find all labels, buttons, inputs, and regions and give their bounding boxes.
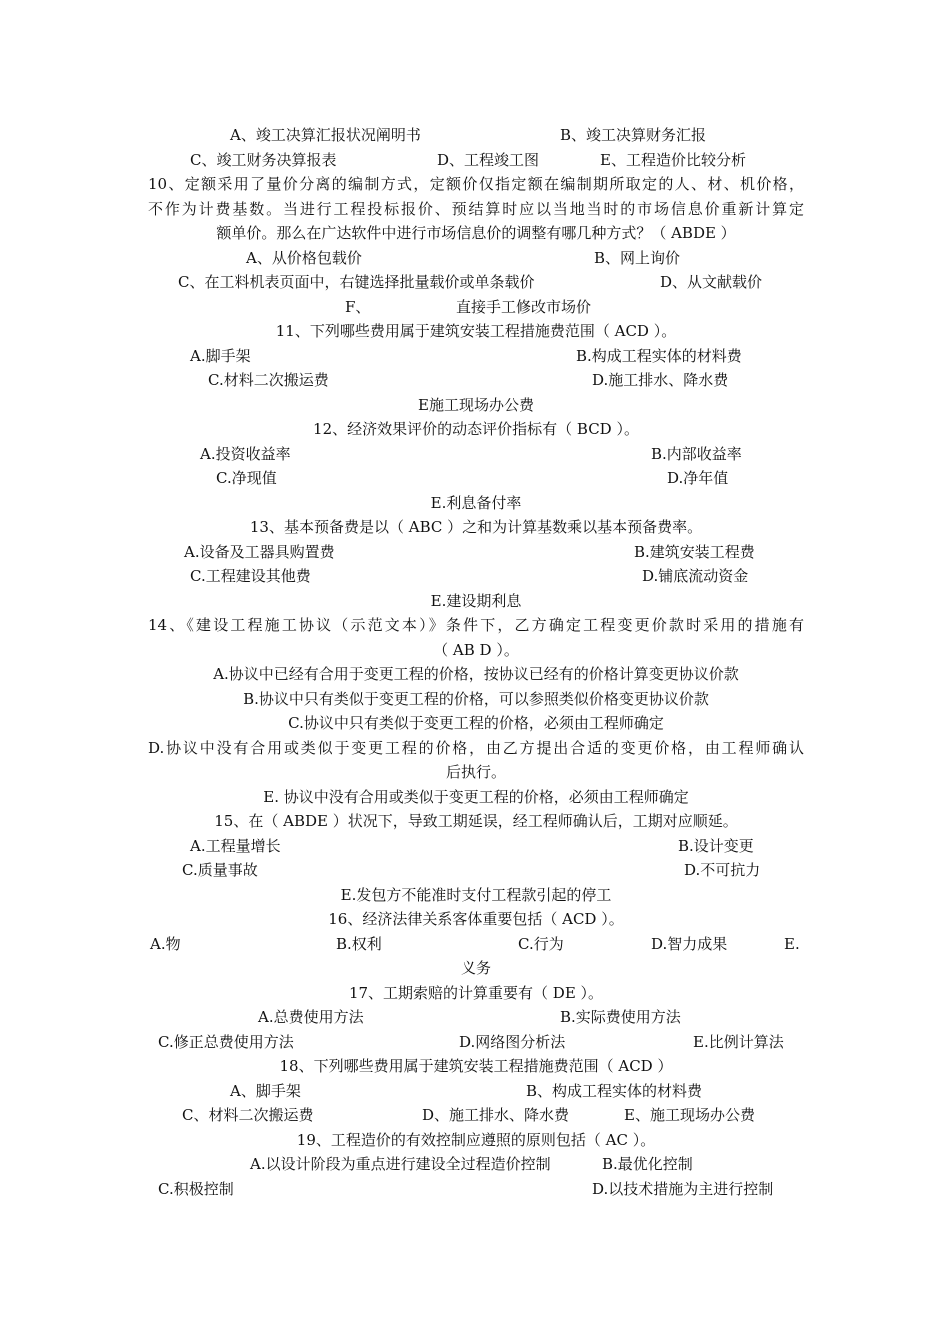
question-text: 15、在（ ABDE ）状况下，导致工期延误，经工程师确认后，工期对应顺延。 bbox=[214, 812, 738, 830]
option-d: D.协议中没有合用或类似于变更工程的价格，由乙方提出合适的变更价格，由工程师确认 bbox=[148, 738, 804, 757]
question-15-options-ab bbox=[148, 834, 804, 859]
option-a: A.协议中已经有合用于变更工程的价格，按协议已经有的价格计算变更协议价款 bbox=[213, 665, 739, 683]
option-a: A、竣工决算汇报状况阐明书 bbox=[230, 126, 421, 144]
question-12-option-e bbox=[148, 491, 804, 516]
question-12-options-cd bbox=[148, 466, 804, 491]
question-text: 11、下列哪些费用属于建筑安装工程措施费范围（ ACD ）。 bbox=[275, 322, 677, 340]
option-b: B、竣工决算财务汇报 bbox=[560, 126, 707, 144]
question-12 bbox=[148, 417, 804, 442]
option-d: D、工程竣工图 bbox=[437, 150, 540, 169]
option-b: B.内部收益率 bbox=[651, 444, 742, 463]
option-d: D.网络图分析法 bbox=[459, 1032, 566, 1051]
option-e: E、施工现场办公费 bbox=[624, 1106, 755, 1124]
option-d-continued: 后执行。 bbox=[445, 763, 506, 781]
question-16-option-e-text bbox=[148, 956, 804, 981]
option-d: D.施工排水、降水费 bbox=[592, 371, 729, 389]
question-11-option-e bbox=[148, 393, 804, 418]
question-text: 16、经济法律关系客体重要包括（ ACD ）。 bbox=[328, 910, 624, 928]
option-e: E.利息备付率 bbox=[430, 493, 522, 512]
question-14-option-e bbox=[148, 785, 804, 810]
question-19-options-ab bbox=[148, 1152, 804, 1177]
question-11-options-ab bbox=[148, 344, 804, 369]
option-d: D.不可抗力 bbox=[684, 861, 761, 879]
question-text: （ AB D ）。 bbox=[433, 640, 519, 659]
question-10-line-1 bbox=[148, 172, 804, 197]
question-18-options-ab bbox=[148, 1079, 804, 1104]
option-c: C、材料二次搬运费 bbox=[182, 1106, 314, 1124]
question-19 bbox=[148, 1128, 804, 1153]
question-text: 12、经济效果评价的动态评价指标有（ BCD ）。 bbox=[313, 420, 639, 438]
option-b: B、网上询价 bbox=[594, 248, 681, 267]
option-c: C.行为 bbox=[518, 934, 564, 953]
question-16 bbox=[148, 907, 804, 932]
option-b: B.实际费使用方法 bbox=[560, 1008, 681, 1026]
option-b: B、构成工程实体的材料费 bbox=[526, 1081, 703, 1100]
question-14-option-a bbox=[148, 662, 804, 687]
question-text: 不作为计费基数。当进行工程投标报价、预结算时应以当地当时的市场信息价重新计算定 bbox=[148, 199, 804, 218]
option-a: A.物 bbox=[150, 934, 181, 953]
question-text: 10、定额采用了量价分离的编制方式，定额价仅指定额在编制期所取定的人、材、机价格， bbox=[148, 175, 804, 193]
option-e: E. 协议中没有合用或类似于变更工程的价格，必须由工程师确定 bbox=[263, 787, 689, 806]
option-a: A.工程量增长 bbox=[190, 836, 281, 855]
option-d: D.以技术措施为主进行控制 bbox=[592, 1179, 774, 1198]
question-11 bbox=[148, 319, 804, 344]
option-e-label: E. bbox=[784, 934, 800, 953]
question-15 bbox=[148, 809, 804, 834]
option-f-text: 直接手工修改市场价 bbox=[456, 297, 592, 316]
question-14-option-b bbox=[148, 687, 804, 712]
option-a: A、从价格包载价 bbox=[246, 248, 362, 267]
option-e: E.建设期利息 bbox=[430, 591, 522, 610]
question-text: 14、《建设工程施工协议（示范文本）》条件下，乙方确定工程变更价款时采用的措施有 bbox=[148, 616, 804, 634]
option-a: A.设备及工器具购置费 bbox=[184, 542, 335, 561]
question-13 bbox=[148, 515, 804, 540]
line-9-options-ab bbox=[148, 123, 804, 148]
question-14-option-c bbox=[148, 711, 804, 736]
option-a: A.投资收益率 bbox=[200, 444, 291, 463]
question-text: 13、基本预备费是以（ ABC ）之和为计算基数乘以基本预备费率。 bbox=[249, 518, 703, 536]
option-c: C.积极控制 bbox=[158, 1179, 234, 1198]
question-text: 17、工期索赔的计算重要有（ DE ）。 bbox=[348, 983, 604, 1002]
question-17-options-ab bbox=[148, 1005, 804, 1030]
option-c: C、在工料机表页面中，右键选择批量载价或单条载价 bbox=[178, 273, 535, 291]
option-b: B.建筑安装工程费 bbox=[634, 542, 755, 561]
question-text: 额单价。那么在广达软件中进行市场信息价的调整有哪几种方式？（ ABDE ） bbox=[216, 224, 736, 242]
option-b: B.权利 bbox=[336, 934, 382, 953]
question-15-option-e bbox=[148, 883, 804, 908]
question-14-option-d-line-1 bbox=[148, 736, 804, 761]
question-10-options-ab bbox=[148, 246, 804, 271]
question-10-line-3 bbox=[148, 221, 804, 246]
option-a: A.以设计阶段为重点进行建设全过程造价控制 bbox=[250, 1155, 551, 1173]
question-11-options-cd bbox=[148, 368, 804, 393]
option-e: E施工现场办公费 bbox=[418, 395, 534, 414]
option-c: C.净现值 bbox=[216, 469, 277, 487]
option-f-label: F、 bbox=[345, 297, 371, 316]
option-e: E.比例计算法 bbox=[693, 1032, 784, 1051]
question-12-options-ab bbox=[148, 442, 804, 467]
option-a: A.总费使用方法 bbox=[258, 1008, 364, 1026]
question-18-options-cde bbox=[148, 1103, 804, 1128]
question-17 bbox=[148, 981, 804, 1006]
option-b: B.协议中只有类似于变更工程的价格，可以参照类似价格变更协议价款 bbox=[243, 689, 709, 708]
option-a: A.脚手架 bbox=[190, 346, 251, 365]
question-13-option-e bbox=[148, 589, 804, 614]
option-d: D.智力成果 bbox=[651, 934, 728, 953]
line-9-options-cde bbox=[148, 148, 804, 173]
question-13-options-ab bbox=[148, 540, 804, 565]
option-d: D、施工排水、降水费 bbox=[422, 1106, 570, 1124]
option-e: E.发包方不能准时支付工程款引起的停工 bbox=[340, 885, 612, 904]
option-c: C、竣工财务决算报表 bbox=[190, 150, 337, 169]
question-18 bbox=[148, 1054, 804, 1079]
question-19-options-cd bbox=[148, 1177, 804, 1202]
option-b: B.构成工程实体的材料费 bbox=[576, 346, 742, 365]
option-d: D.净年值 bbox=[667, 469, 729, 487]
question-14-line-1 bbox=[148, 613, 804, 638]
option-e: E、工程造价比较分析 bbox=[600, 150, 746, 169]
option-c: C.质量事故 bbox=[182, 861, 258, 879]
option-c: C.协议中只有类似于变更工程的价格，必须由工程师确定 bbox=[288, 714, 664, 732]
question-15-options-cd bbox=[148, 858, 804, 883]
option-d: D、从文献载价 bbox=[660, 273, 763, 291]
option-b: B.设计变更 bbox=[678, 836, 754, 855]
option-c: C.工程建设其他费 bbox=[190, 567, 311, 585]
question-14-option-d-line-2 bbox=[148, 760, 804, 785]
option-c: C.材料二次搬运费 bbox=[208, 371, 329, 389]
question-text: 18、下列哪些费用属于建筑安装工程措施费范围（ ACD ） bbox=[279, 1057, 673, 1075]
question-16-options bbox=[148, 932, 804, 957]
question-17-options-cde bbox=[148, 1030, 804, 1055]
question-14-line-2 bbox=[148, 638, 804, 663]
question-10-options-cd bbox=[148, 270, 804, 295]
option-b: B.最优化控制 bbox=[602, 1155, 693, 1173]
question-10-line-2 bbox=[148, 197, 804, 222]
option-d: D.铺底流动资金 bbox=[642, 567, 749, 585]
option-c: C.修正总费使用方法 bbox=[158, 1032, 294, 1051]
question-10-option-f bbox=[148, 295, 804, 320]
option-a: A、脚手架 bbox=[230, 1081, 301, 1100]
question-text: 19、工程造价的有效控制应遵照的原则包括（ AC ）。 bbox=[296, 1130, 656, 1149]
option-e-text: 义务 bbox=[460, 959, 491, 977]
question-13-options-cd bbox=[148, 564, 804, 589]
